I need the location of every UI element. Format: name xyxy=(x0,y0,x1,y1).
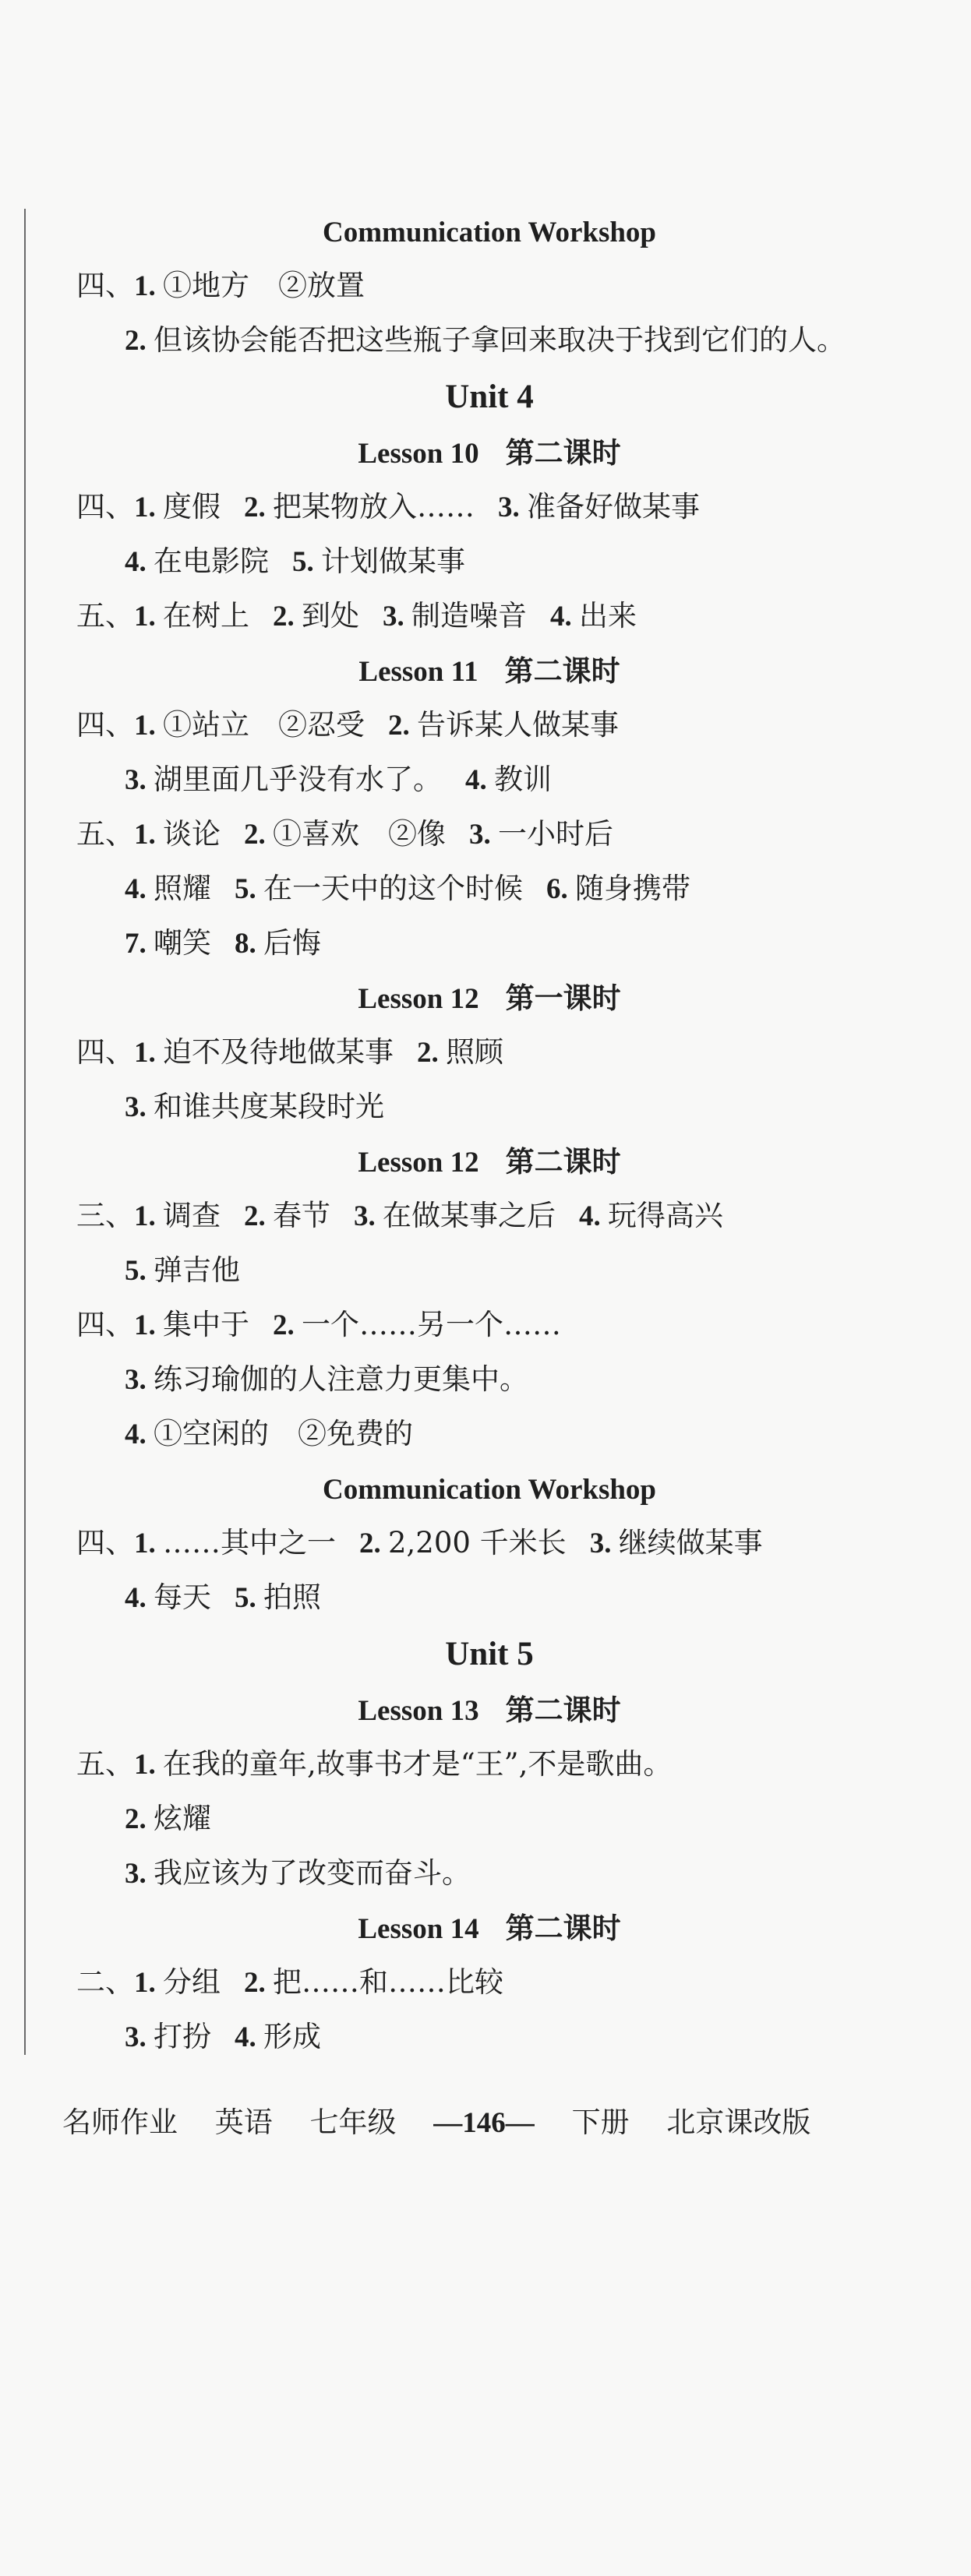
answer-row xyxy=(76,1298,902,1352)
answer-number: 3. xyxy=(125,1091,154,1123)
answer-number: 1. xyxy=(134,1749,163,1781)
answer-number: 4. xyxy=(125,1418,154,1450)
answer-text: 湖里面几乎没有水了。 xyxy=(154,763,442,796)
answer-number: 1. xyxy=(134,1967,163,1999)
question-section-number: 四、 xyxy=(76,1526,134,1559)
answer-number: 4. xyxy=(125,873,154,905)
answer-text: 一个……另一个…… xyxy=(302,1308,561,1341)
answer-text: 随身携带 xyxy=(575,872,690,905)
answer-text: 集中于 xyxy=(163,1308,249,1341)
heading-period: 第二课时 xyxy=(505,435,621,470)
answer-row xyxy=(76,1407,902,1461)
answer-text: 计划做某事 xyxy=(321,544,465,578)
heading-text: Lesson 10 xyxy=(358,438,479,470)
answer-text: 出来 xyxy=(579,599,637,633)
heading-text: Communication Workshop xyxy=(323,217,656,248)
question-section-number: 四、 xyxy=(76,269,134,302)
answer-number: 3. xyxy=(125,1858,154,1890)
heading-text: Unit 4 xyxy=(445,379,534,415)
answer-text: ①空闲的 ②免费的 xyxy=(154,1417,413,1450)
answer-number: 2. xyxy=(125,325,154,357)
answer-text: 在电影院 xyxy=(154,544,269,578)
answer-row xyxy=(76,807,902,862)
answer-text: 度假 xyxy=(163,490,221,523)
answer-text: 准备好做某事 xyxy=(527,490,700,523)
answer-text: 炫耀 xyxy=(154,1802,211,1835)
question-section-number: 五、 xyxy=(76,1747,134,1781)
answer-row xyxy=(76,259,902,313)
answer-text: 分组 xyxy=(163,1965,221,1999)
answer-number: 6. xyxy=(546,873,575,905)
heading-text: Lesson 11 xyxy=(358,656,478,688)
answer-row xyxy=(76,1352,902,1407)
answer-text: 在我的童年,故事书才是“王”,不是歌曲。 xyxy=(163,1747,673,1781)
answer-number: 5. xyxy=(235,1582,263,1614)
answer-number: 4. xyxy=(125,546,154,578)
answer-number: 4. xyxy=(125,1582,154,1614)
answer-text: 每天 xyxy=(154,1580,211,1614)
lesson-heading xyxy=(76,425,902,480)
question-section-number: 四、 xyxy=(76,708,134,742)
answer-row xyxy=(76,1025,902,1080)
answer-number: 2. xyxy=(388,710,417,742)
heading-text: Lesson 12 xyxy=(358,983,479,1015)
answer-number: 5. xyxy=(125,1255,154,1287)
answer-row xyxy=(76,2010,902,2064)
answer-text: 把某物放入…… xyxy=(273,490,475,523)
answer-row xyxy=(76,698,902,752)
unit-title xyxy=(76,1625,902,1683)
answer-row xyxy=(76,1243,902,1298)
question-section-number: 四、 xyxy=(76,1035,134,1069)
answer-text: 嘲笑 xyxy=(154,926,211,960)
page-footer xyxy=(62,2099,920,2146)
lesson-heading xyxy=(76,1134,902,1189)
answer-number: 4. xyxy=(579,1200,608,1232)
answer-column xyxy=(76,204,902,2064)
answer-number: 7. xyxy=(125,928,154,960)
answer-row xyxy=(76,1189,902,1243)
lesson-heading xyxy=(76,971,902,1025)
footer-subject: 英语 xyxy=(214,2106,273,2139)
answer-row xyxy=(76,1792,902,1846)
answer-text: 在做某事之后 xyxy=(383,1199,556,1232)
answer-number: 4. xyxy=(235,2021,263,2053)
question-section-number: 二、 xyxy=(76,1965,134,1999)
lesson-heading xyxy=(76,1461,902,1516)
answer-number: 2. xyxy=(244,1967,273,1999)
answer-number: 3. xyxy=(498,492,527,523)
answer-number: 3. xyxy=(469,819,498,851)
heading-period: 第二课时 xyxy=(505,1144,621,1179)
answer-number: 1. xyxy=(134,710,163,742)
question-section-number: 三、 xyxy=(76,1199,134,1232)
answer-number: 2. xyxy=(244,819,273,851)
answer-text: ……其中之一 xyxy=(163,1526,336,1559)
answer-text: 告诉某人做某事 xyxy=(417,708,619,742)
answer-text: 制造噪音 xyxy=(411,599,527,633)
answer-text: 迫不及待地做某事 xyxy=(163,1035,394,1069)
lesson-heading xyxy=(76,1683,902,1737)
answer-number: 1. xyxy=(134,492,163,523)
lesson-heading xyxy=(76,204,902,259)
heading-text: Unit 5 xyxy=(445,1636,534,1672)
answer-text: 打扮 xyxy=(154,2020,211,2053)
heading-period: 第二课时 xyxy=(504,654,620,688)
heading-text: Lesson 13 xyxy=(358,1695,479,1727)
answer-row xyxy=(76,313,902,368)
answer-text: 继续做某事 xyxy=(618,1526,763,1559)
answer-row xyxy=(76,1846,902,1901)
heading-text: Lesson 12 xyxy=(358,1147,479,1179)
answer-row xyxy=(76,1737,902,1792)
answer-row xyxy=(76,534,902,589)
heading-period: 第一课时 xyxy=(505,981,621,1015)
answer-number: 2. xyxy=(417,1037,446,1069)
answer-number: 1. xyxy=(134,1200,163,1232)
answer-number: 1. xyxy=(134,270,163,302)
footer-page-number: —146— xyxy=(433,2107,535,2139)
answer-row xyxy=(76,862,902,916)
heading-text: Communication Workshop xyxy=(323,1474,656,1506)
answer-number: 2. xyxy=(273,601,302,633)
footer-edition: 北京课改版 xyxy=(666,2106,811,2139)
answer-number: 3. xyxy=(125,1364,154,1396)
answer-number: 2. xyxy=(359,1528,388,1559)
footer-series: 名师作业 xyxy=(62,2106,178,2139)
answer-text: 一小时后 xyxy=(498,817,613,851)
answer-text: 照顾 xyxy=(446,1035,503,1069)
answer-row xyxy=(76,916,902,971)
answer-number: 1. xyxy=(134,601,163,633)
answer-number: 2. xyxy=(244,1200,273,1232)
answer-number: 3. xyxy=(589,1528,619,1559)
answer-text: 在一天中的这个时候 xyxy=(263,872,523,905)
answer-text: 调查 xyxy=(163,1199,221,1232)
left-margin-rule xyxy=(24,209,26,2055)
question-section-number: 四、 xyxy=(76,1308,134,1341)
answer-number: 3. xyxy=(354,1200,383,1232)
answer-row xyxy=(76,1570,902,1625)
answer-number: 2. xyxy=(125,1803,154,1835)
answer-number: 2. xyxy=(273,1309,302,1341)
heading-text: Lesson 14 xyxy=(358,1913,479,1945)
heading-period: 第二课时 xyxy=(505,1693,621,1727)
answer-number: 2. xyxy=(244,492,273,523)
answer-text: 教训 xyxy=(494,763,552,796)
answer-row xyxy=(76,480,902,534)
question-section-number: 五、 xyxy=(76,817,134,851)
answer-text: ①站立 ②忍受 xyxy=(163,708,365,742)
answer-text: ①喜欢 ②像 xyxy=(273,817,446,851)
answer-number: 3. xyxy=(383,601,411,633)
answer-number: 5. xyxy=(292,546,321,578)
answer-row xyxy=(76,589,902,643)
lesson-heading xyxy=(76,643,902,698)
answer-number: 1. xyxy=(134,1037,163,1069)
answer-text: 春节 xyxy=(273,1199,330,1232)
unit-title xyxy=(76,368,902,425)
answer-text: 我应该为了改变而奋斗。 xyxy=(154,1856,471,1890)
answer-number: 3. xyxy=(125,764,154,796)
answer-row xyxy=(76,1516,902,1570)
answer-number: 3. xyxy=(125,2021,154,2053)
answer-number: 5. xyxy=(235,873,263,905)
answer-row xyxy=(76,752,902,807)
lesson-heading xyxy=(76,1901,902,1955)
answer-row xyxy=(76,1080,902,1134)
footer-volume: 下册 xyxy=(571,2106,630,2139)
answer-number: 1. xyxy=(134,1528,163,1559)
answer-number: 8. xyxy=(235,928,263,960)
answer-number: 1. xyxy=(134,1309,163,1341)
footer-grade: 七年级 xyxy=(309,2106,397,2139)
answer-text: 谈论 xyxy=(163,817,221,851)
answer-number: 1. xyxy=(134,819,163,851)
answer-text: 但该协会能否把这些瓶子拿回来取决于找到它们的人。 xyxy=(154,323,846,357)
answer-text: 和谁共度某段时光 xyxy=(154,1090,384,1123)
answer-text: 2,200 千米长 xyxy=(388,1526,567,1559)
answer-text: 形成 xyxy=(263,2020,321,2053)
answer-text: 把……和……比较 xyxy=(273,1965,503,1999)
heading-period: 第二课时 xyxy=(505,1911,621,1945)
question-section-number: 五、 xyxy=(76,599,134,633)
answer-text: 到处 xyxy=(302,599,359,633)
answer-number: 4. xyxy=(465,764,494,796)
answer-number: 4. xyxy=(550,601,579,633)
answer-text: 后悔 xyxy=(263,926,321,960)
answer-text: 在树上 xyxy=(163,599,249,633)
answer-text: 拍照 xyxy=(263,1580,321,1614)
answer-text: 照耀 xyxy=(154,872,211,905)
answer-text: 玩得高兴 xyxy=(608,1199,723,1232)
answer-text: 练习瑜伽的人注意力更集中。 xyxy=(154,1362,528,1396)
answer-text: ①地方 ②放置 xyxy=(163,269,365,302)
question-section-number: 四、 xyxy=(76,490,134,523)
answer-text: 弹吉他 xyxy=(154,1253,240,1287)
answer-row xyxy=(76,1955,902,2010)
